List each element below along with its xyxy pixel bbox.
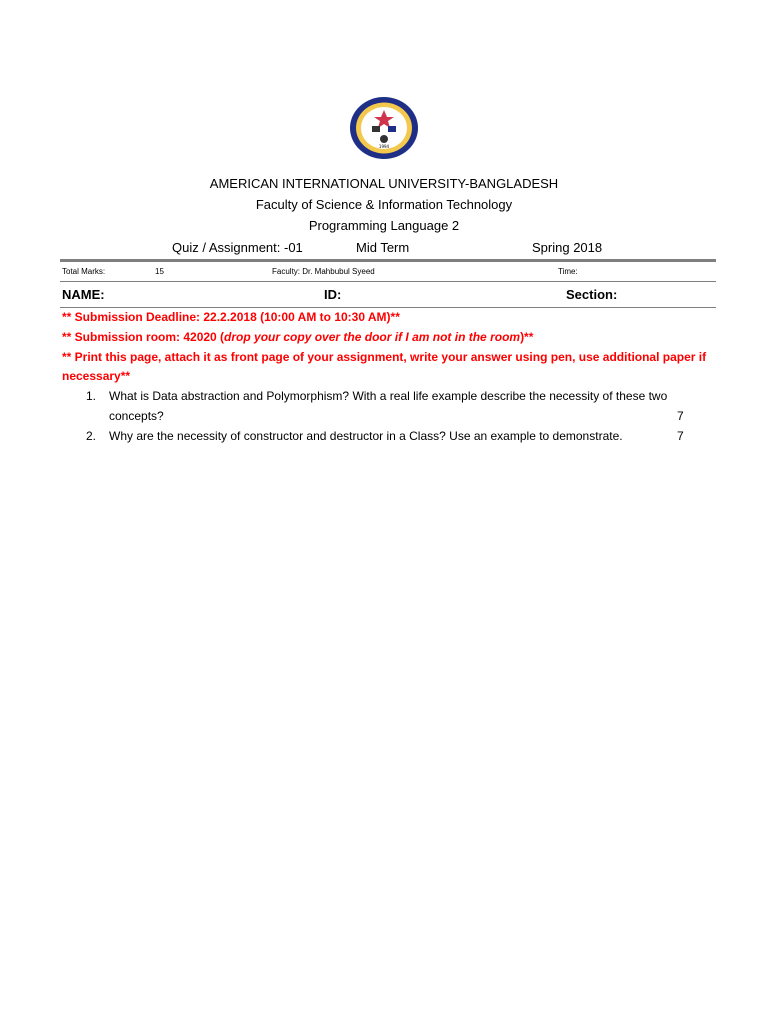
question-2-marks: 7 [677,429,684,443]
id-label: ID: [324,287,342,302]
print-instruction: ** Print this page, attach it as front page of your assignment, write your answer using pen, use additional paper if necessary** [62,350,707,383]
total-marks-value: 15 [155,267,164,276]
semester-label: Spring 2018 [532,240,603,255]
aiub-seal-icon [348,96,420,160]
total-marks-label: Total Marks: [62,267,106,276]
submission-room-suffix: )** [520,330,534,344]
faculty-name: Faculty of Science & Information Technology [255,197,513,212]
submission-deadline: ** Submission Deadline: 22.2.2018 (10:00 AM to 10:30 AM)** [62,310,400,324]
question-1-text-continued: concepts? [109,409,164,423]
question-1-text: What is Data abstraction and Polymorphism? With a real life example describe the necessity of these two [109,389,668,403]
svg-text:1994: 1994 [378,144,390,149]
faculty-instructor: Faculty: Dr. Mahbubul Syeed [272,267,375,276]
submission-room-prefix: ** Submission room: 42020 ( [62,330,225,344]
section-label: Section: [566,287,618,302]
submission-room [62,328,722,347]
university-name: AMERICAN INTERNATIONAL UNIVERSITY-BANGLADESH [209,176,559,191]
time-label: Time: [558,267,578,276]
question-1-marks: 7 [677,409,684,423]
question-1-number: 1. [86,389,97,403]
question-2-number: 2. [86,429,97,443]
term-label: Mid Term [356,240,410,255]
middle-rule [60,281,716,282]
question-2-text: Why are the necessity of constructor and destructor in a Class? Use an example to demonstrate. [109,429,623,443]
quiz-assignment-label: Quiz / Assignment: -01 [172,240,303,255]
top-rule [60,259,716,262]
course-name: Programming Language 2 [308,218,460,233]
submission-room-note: drop your copy over the door if I am not in the room [224,330,521,344]
name-label: NAME: [62,287,105,302]
university-logo [348,96,420,160]
